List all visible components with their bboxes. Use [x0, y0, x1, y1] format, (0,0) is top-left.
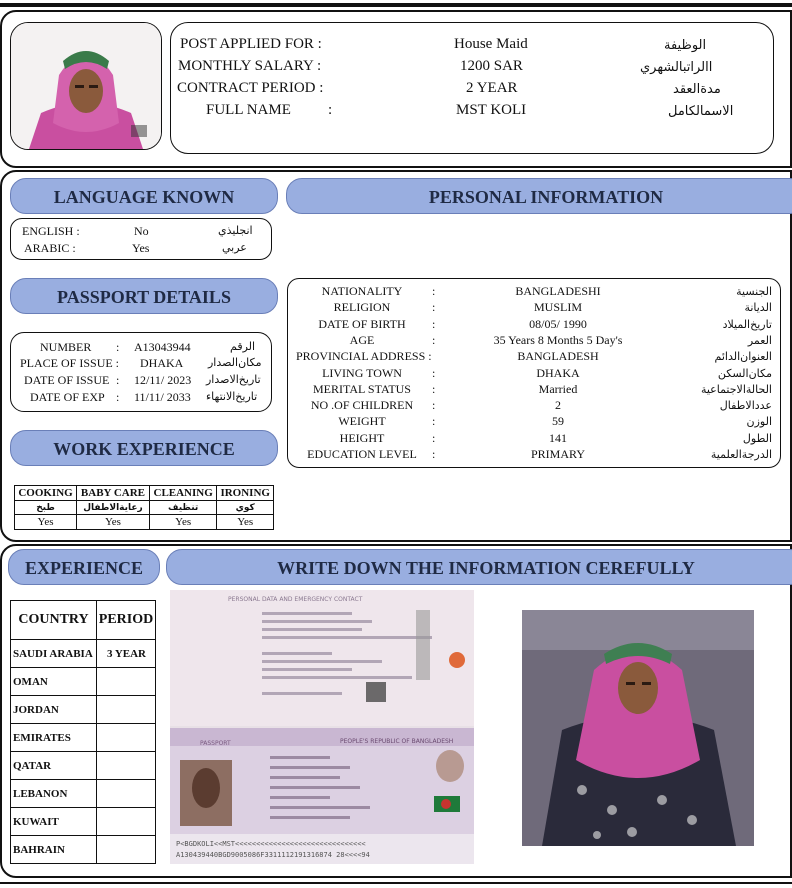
- experience-row: [11, 836, 156, 864]
- pp-place-ar: مكان‌الصدار: [208, 356, 262, 369]
- experience-country: QATAR: [11, 752, 97, 780]
- pp-place-label: PLACE OF ISSUE :: [20, 356, 120, 370]
- passport-scan-heading: PERSONAL DATA AND EMERGENCY CONTACT: [228, 596, 363, 603]
- skill-babycare-value: Yes: [77, 515, 150, 530]
- experience-country: OMAN: [11, 668, 97, 696]
- personal-value: PRIMARY: [530, 447, 586, 461]
- post-ar: الوظيفة: [664, 38, 707, 53]
- personal-ar: الدرجةالعلمية: [710, 448, 772, 461]
- personal-title: PERSONAL INFORMATION: [286, 178, 792, 214]
- personal-colon: :: [432, 300, 436, 314]
- personal-label: NATIONALITY: [321, 284, 403, 298]
- personal-ar: الوزن: [746, 415, 772, 428]
- personal-value: 35 Years 8 Months 5 Day's: [493, 333, 623, 347]
- personal-colon: :: [432, 431, 436, 445]
- personal-ar: عددالاطفال: [719, 399, 772, 412]
- pp-number-value: A13043944: [134, 340, 191, 354]
- passport-scan: [170, 590, 474, 864]
- personal-label: LIVING TOWN: [322, 366, 402, 380]
- pp-issue-value: 12/11/ 2023: [134, 373, 192, 387]
- skill-cleaning-en: CLEANING: [149, 486, 217, 501]
- pp-number-label: NUMBER: [40, 340, 92, 354]
- experience-country: SAUDI ARABIA: [11, 640, 97, 668]
- english-ar: انجليذي: [218, 224, 253, 237]
- experience-row: [11, 752, 156, 780]
- language-title: LANGUAGE KNOWN: [10, 178, 278, 214]
- pp-exp-value: 11/11/ 2033: [134, 390, 191, 404]
- experience-country: JORDAN: [11, 696, 97, 724]
- personal-ar: الجنسية: [736, 285, 772, 298]
- experience-table: [10, 600, 156, 864]
- experience-period: [97, 752, 156, 780]
- experience-row: [11, 668, 156, 696]
- skill-cleaning-value: Yes: [149, 515, 217, 530]
- personal-ar: تاريخ‌الميلاد: [722, 318, 772, 331]
- personal-ar: الحالةالاجتماعية: [700, 383, 772, 396]
- skill-cleaning-ar: تنظيف: [149, 501, 217, 515]
- passport-title: PASSPORT DETAILS: [10, 278, 278, 314]
- personal-ar: الطول: [742, 432, 772, 445]
- experience-row: [11, 640, 156, 668]
- personal-ar: العمر: [747, 334, 772, 347]
- personal-value: DHAKA: [536, 366, 580, 380]
- personal-ar: مكان‌السكن: [717, 367, 772, 380]
- personal-ar: الديانة: [744, 301, 772, 314]
- contract-ar: مدةالعقد: [673, 82, 721, 97]
- personal-label: NO .OF CHILDREN: [310, 398, 414, 412]
- personal-value: Married: [538, 382, 578, 396]
- skill-ironing-ar: كوي: [217, 501, 274, 515]
- pp-issue-ar: تاريخ‌الاصدار: [206, 373, 261, 386]
- post-value: House Maid: [454, 36, 528, 52]
- personal-value: 59: [552, 414, 564, 428]
- experience-period: [97, 696, 156, 724]
- experience-row: [11, 724, 156, 752]
- personal-label: DATE OF BIRTH: [318, 317, 406, 331]
- experience-period: [97, 780, 156, 808]
- arabic-ar: عربي: [222, 241, 247, 254]
- pp-place-value: DHAKA: [140, 356, 184, 370]
- pp-exp-label: DATE OF EXP: [30, 390, 105, 404]
- personal-value: 2: [555, 398, 561, 412]
- experience-country: LEBANON: [11, 780, 97, 808]
- personal-label: WEIGHT: [338, 414, 386, 428]
- personal-value: 08/05/ 1990: [529, 317, 587, 331]
- experience-title: EXPERIENCE: [8, 549, 160, 585]
- personal-colon: :: [432, 447, 436, 461]
- pp-issue-label: DATE OF ISSUE: [24, 373, 110, 387]
- personal-colon: :: [432, 366, 436, 380]
- skill-babycare-ar: رعاية‌الاطفال: [77, 501, 150, 515]
- pp-number-colon: :: [116, 340, 120, 354]
- pp-issue-colon: :: [116, 373, 120, 387]
- personal-label: MERITAL STATUS: [313, 382, 411, 396]
- personal-value: 141: [549, 431, 567, 445]
- name-label: FULL NAME: [206, 102, 291, 118]
- personal-colon: :: [432, 382, 436, 396]
- experience-period: 3 YEAR: [97, 640, 156, 668]
- english-value: No: [134, 224, 149, 238]
- experience-row: [11, 696, 156, 724]
- post-label: POST APPLIED FOR :: [180, 36, 322, 52]
- personal-label: PROVINCIAL ADDRESS :: [296, 349, 432, 363]
- personal-label: EDUCATION LEVEL: [307, 447, 417, 461]
- pp-number-ar: الرقم: [230, 340, 256, 353]
- mrz-line-1: P<BGDKOLI<<MST<<<<<<<<<<<<<<<<<<<<<<<<<<<<<<<: [176, 840, 366, 848]
- experience-row: [11, 780, 156, 808]
- name-colon: :: [328, 102, 333, 118]
- mrz-line-2: A130439440BGD9005086F3311112191316874 28<<<<94: [176, 851, 370, 859]
- col-country: COUNTRY: [11, 601, 97, 640]
- arabic-value: Yes: [132, 241, 150, 255]
- pp-exp-ar: تاريخ‌الانتهاء: [206, 390, 258, 403]
- experience-row: [11, 808, 156, 836]
- contract-value: 2 YEAR: [466, 80, 518, 96]
- full-body-photo-art: [522, 610, 754, 846]
- col-period: PERIOD: [97, 601, 156, 640]
- personal-ar: العنوان‌الدائم: [714, 350, 772, 363]
- contract-label: CONTRACT PERIOD :: [177, 80, 324, 96]
- experience-country: BAHRAIN: [11, 836, 97, 864]
- skills-table: [14, 485, 274, 530]
- experience-period: [97, 836, 156, 864]
- experience-country: EMIRATES: [11, 724, 97, 752]
- skill-cooking-en: COOKING: [15, 486, 77, 501]
- work-title: WORK EXPERIENCE: [10, 430, 278, 466]
- experience-country: KUWAIT: [11, 808, 97, 836]
- personal-label: AGE: [349, 333, 375, 347]
- profile-photo: [11, 23, 161, 149]
- personal-colon: :: [432, 284, 436, 298]
- salary-label: MONTHLY SALARY :: [178, 58, 322, 74]
- experience-period: [97, 808, 156, 836]
- personal-colon: :: [432, 317, 436, 331]
- personal-value: BANGLADESHI: [515, 284, 601, 298]
- experience-period: [97, 668, 156, 696]
- skill-cooking-ar: طبخ: [15, 501, 77, 515]
- arabic-label: ARABIC :: [24, 241, 76, 255]
- personal-label: HEIGHT: [339, 431, 385, 445]
- name-ar: الاسمالكامل: [668, 104, 734, 119]
- english-label: ENGLISH :: [22, 224, 80, 238]
- passport-country: PEOPLE'S REPUBLIC OF BANGLADESH: [340, 738, 454, 745]
- passport-word: PASSPORT: [200, 740, 231, 747]
- passport-scan-art: [170, 590, 474, 864]
- salary-value: 1200 SAR: [460, 58, 523, 74]
- name-value: MST KOLI: [456, 102, 527, 118]
- skill-babycare-en: BABY CARE: [77, 486, 150, 501]
- pp-exp-colon: :: [116, 390, 120, 404]
- profile-photo-frame: [10, 22, 162, 150]
- personal-colon: :: [432, 398, 436, 412]
- full-body-photo: [522, 610, 754, 846]
- personal-label: RELIGION: [333, 300, 391, 314]
- bottom-border: [0, 882, 792, 884]
- skill-cooking-value: Yes: [15, 515, 77, 530]
- experience-period: [97, 724, 156, 752]
- personal-value: BANGLADESH: [517, 349, 599, 363]
- personal-colon: :: [432, 333, 436, 347]
- skill-ironing-en: IRONING: [217, 486, 274, 501]
- personal-colon: :: [432, 414, 436, 428]
- salary-ar: االراتبالشهري: [640, 60, 713, 75]
- top-border: [0, 3, 792, 7]
- skill-ironing-value: Yes: [217, 515, 274, 530]
- personal-value: MUSLIM: [533, 300, 582, 314]
- write-down-title: WRITE DOWN THE INFORMATION CEREFULLY: [166, 549, 792, 585]
